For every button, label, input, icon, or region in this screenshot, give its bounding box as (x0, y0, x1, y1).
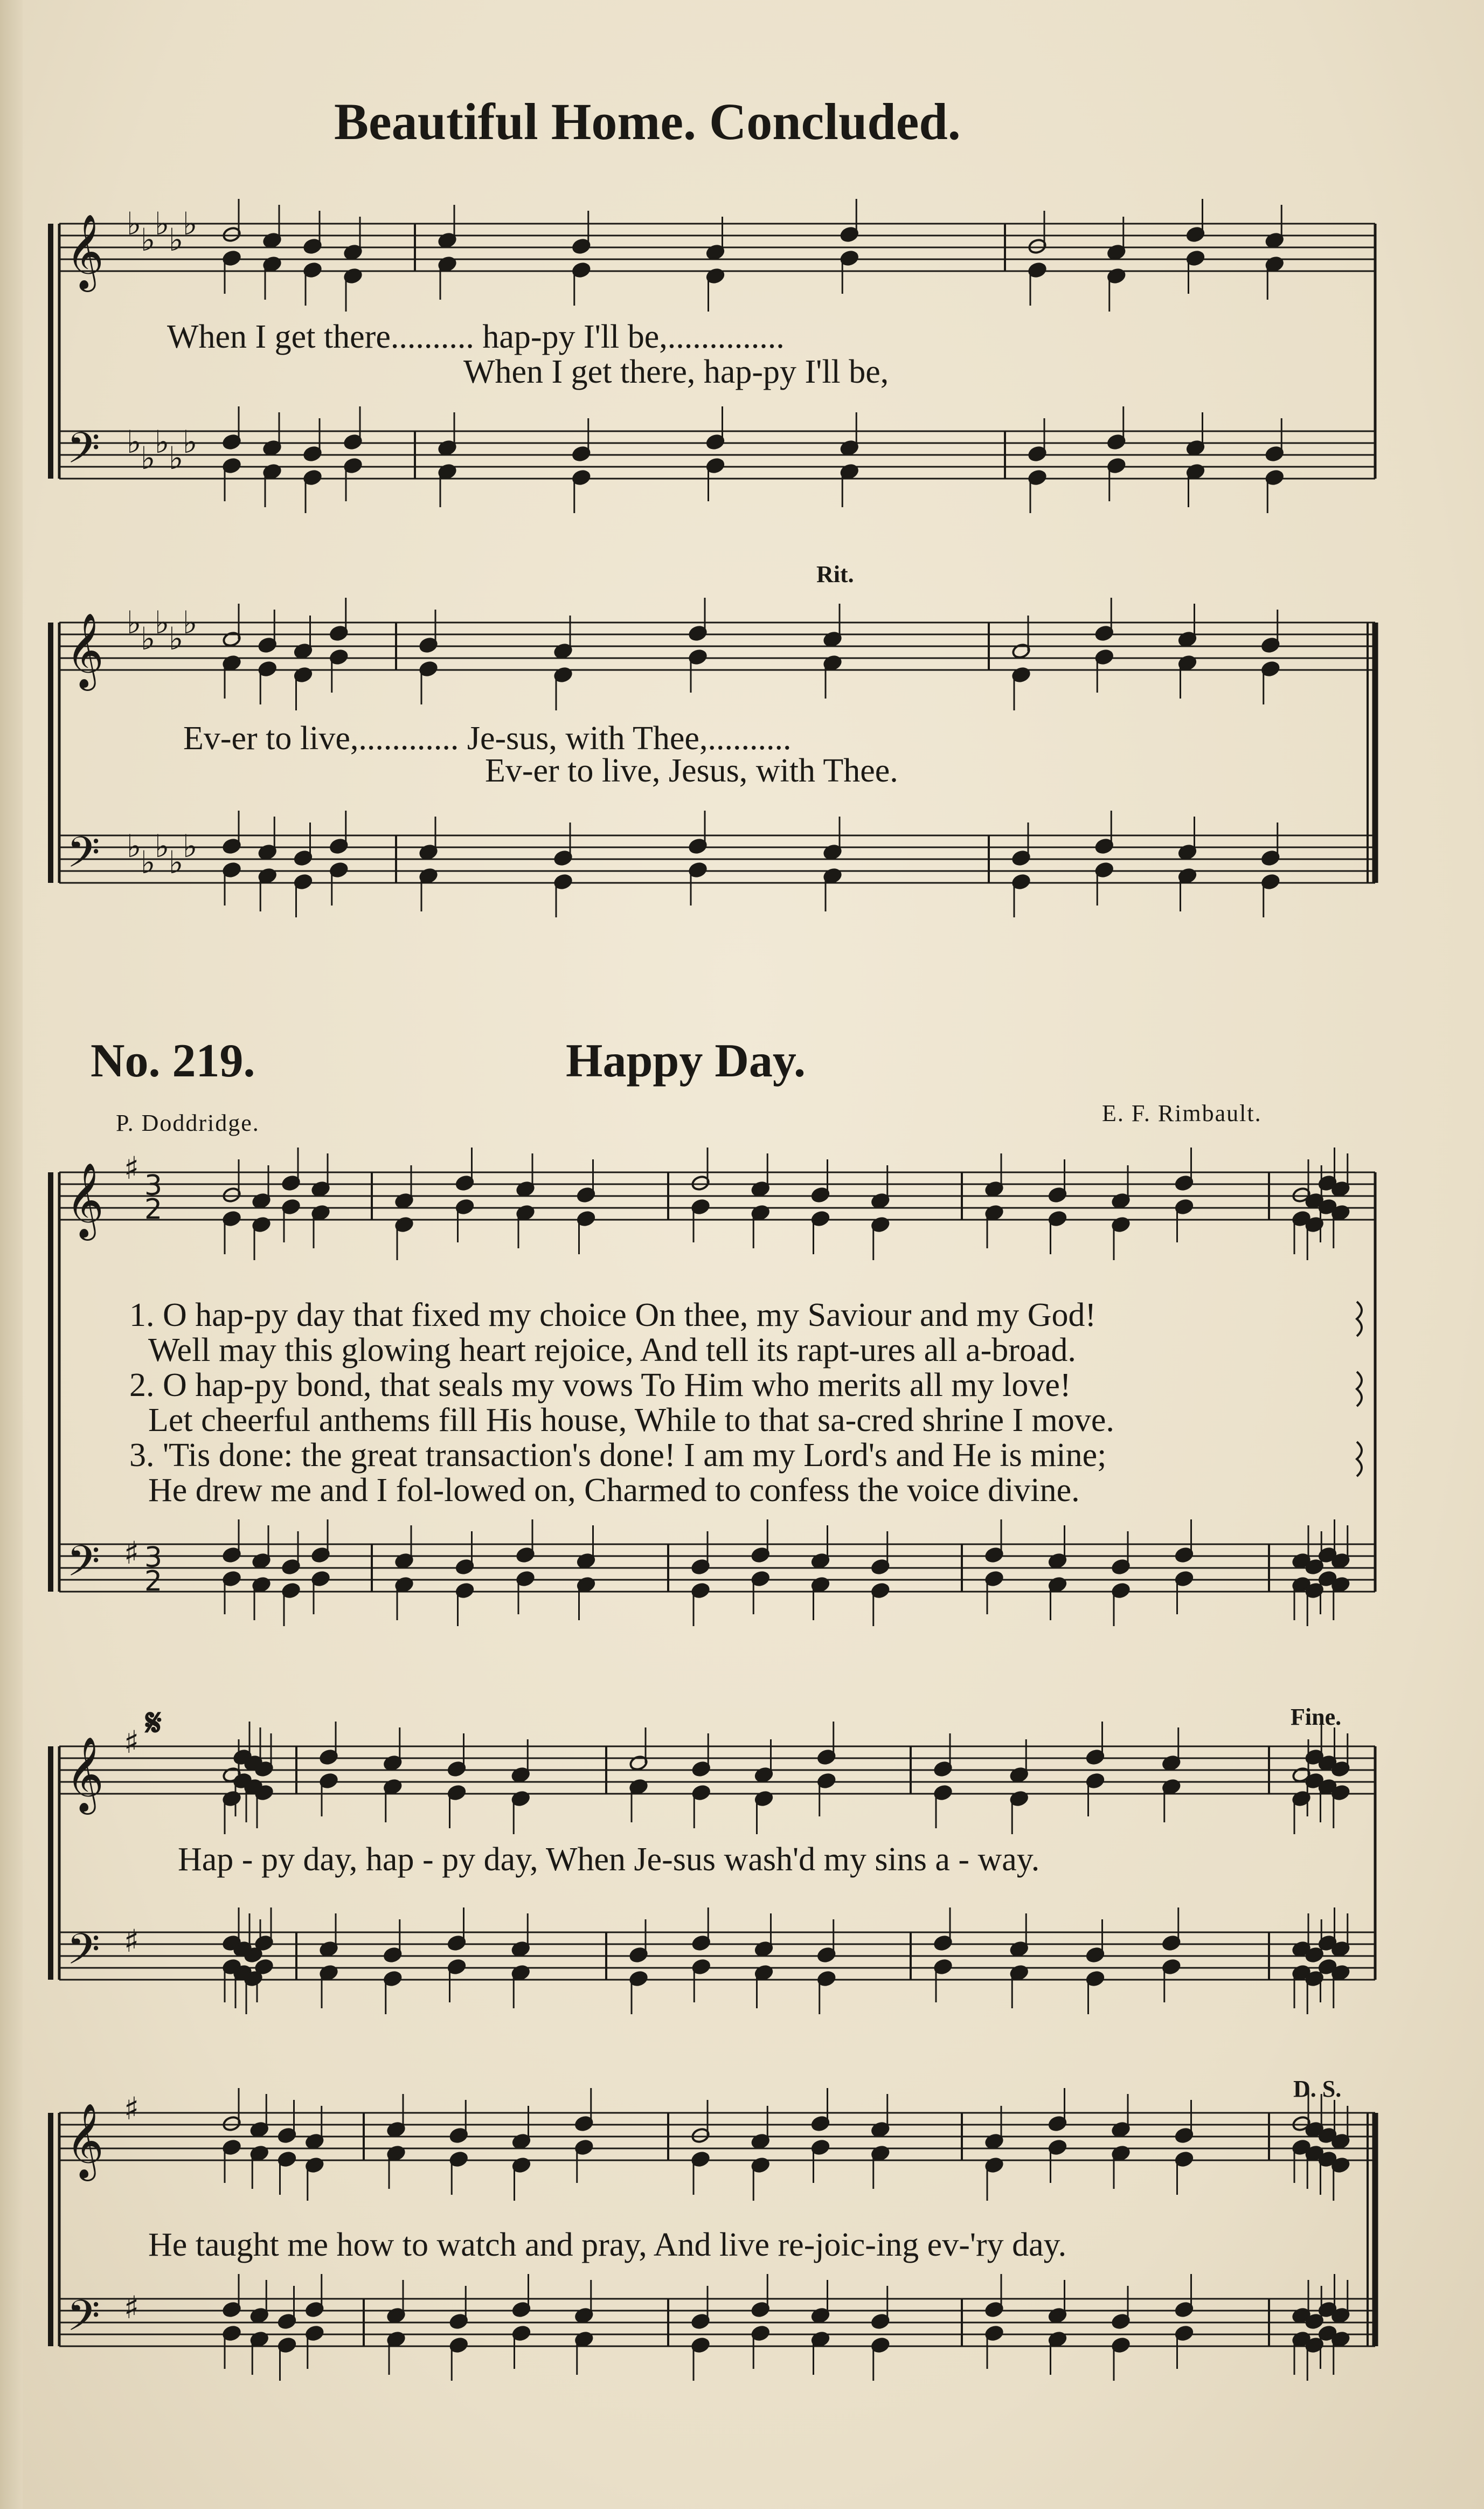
verse-3-line-a: 3. 'Tis done: the great transaction's done! I am my Lord's and He is mine; (129, 1437, 1107, 1474)
hymn-218-system-2-treble-clef: 𝄞 (66, 613, 104, 688)
music-by-credit: E. F. Rimbault. (1102, 1100, 1262, 1126)
hymn-219-system-1-treble-time-top: 3 (144, 1170, 163, 1202)
hymn-218-system-2-bass-key-accidental-4: ♭ (183, 828, 198, 865)
hymn-219-system-3-treble-clef: 𝄞 (66, 2103, 104, 2178)
hymn-218-system-2-bass-clef: 𝄢 (67, 827, 100, 888)
hymn-218-line2-echo-lyric: Ev-er to live, Jesus, with Thee. (485, 752, 898, 789)
hymn-218-system-1-treble-key-accidental-4: ♭ (183, 205, 198, 242)
hymn-218-line2-melody-lyric: Ev-er to live,............ Je-sus, with Thee,.......... (183, 720, 792, 757)
hymn-218-system-1-treble-key-accidental-2: ♭ (155, 205, 170, 242)
hymn-218-system-1-bass-clef: 𝄢 (67, 423, 100, 483)
hymn-219-system-1-bass-time-bottom: 2 (144, 1565, 163, 1598)
verse-brace-2 (1357, 1442, 1362, 1476)
hymn-218-system-1-treble-clef: 𝄞 (66, 214, 104, 289)
hymn-218-system-2-bass-key-accidental-3: ♭ (169, 844, 184, 881)
hymn-219-system-1-treble-key-accidental-0: ♯ (124, 1150, 140, 1186)
hymn-218-system-1-bass-key-accidental-3: ♭ (169, 440, 184, 476)
final-line-lyric: He taught me how to watch and pray, And live re-joic-ing ev-'ry day. (148, 2227, 1067, 2263)
hymn-218-system-2-treble-key-accidental-1: ♭ (141, 620, 156, 657)
verse-1-line-a: 1. O hap-py day that fixed my choice On thee, my Saviour and my God! (129, 1297, 1097, 1333)
verse-2-line-b: Let cheerful anthems fill His house, While to that sa-cred shrine I move. (148, 1402, 1114, 1439)
verse-1-line-b: Well may this glowing heart rejoice, And tell its rapt-ures all a-broad. (148, 1332, 1076, 1368)
hymn-219-system-1-treble-clef: 𝄞 (66, 1163, 104, 1238)
verse-brace-0 (1357, 1302, 1362, 1336)
verse-2-line-a: 2. O hap-py bond, that seals my vows To Him who merits all my love! (129, 1367, 1071, 1404)
words-by-credit: P. Doddridge. (116, 1110, 260, 1136)
hymn-218-system-2-bass-key-accidental-0: ♭ (127, 828, 142, 865)
fine-marking: Fine. (1291, 1704, 1342, 1730)
hymn-218-system-2-bass-key-accidental-2: ♭ (155, 828, 170, 865)
hymn-219-system-2-bass-clef: 𝄢 (67, 1924, 100, 1985)
hymn-218-system-1-treble-key-accidental-3: ♭ (169, 222, 184, 258)
hymn-219-title: Happy Day. (566, 1035, 806, 1087)
hymn-219-system-2-treble-clef: 𝄞 (66, 1737, 104, 1812)
hymn-219-system-2-treble-key-accidental-0: ♯ (124, 1724, 140, 1760)
rit-marking: Rit. (816, 561, 854, 587)
verse-3-line-b: He drew me and I fol-lowed on, Charmed to confess the voice divine. (148, 1472, 1080, 1509)
verse-brace-1 (1357, 1372, 1362, 1406)
hymn-219-system-1-bass-key-accidental-0: ♯ (124, 1535, 140, 1571)
hymn-219-system-3-bass-key-accidental-0: ♯ (124, 2289, 140, 2326)
hymn-219-system-1-treble-time-bottom: 2 (144, 1193, 163, 1226)
hymn-218-system-1-treble-key-accidental-0: ♭ (127, 205, 142, 242)
ds-marking: D. S. (1293, 2076, 1342, 2102)
hymn-218-system-1-bass-key-accidental-4: ♭ (183, 424, 198, 460)
hymn-219-system-3-bass-clef: 𝄢 (67, 2291, 100, 2351)
hymn-218-system-2-treble-key-accidental-0: ♭ (127, 604, 142, 641)
hymn-218-system-2-bass-key-accidental-1: ♭ (141, 844, 156, 881)
hymn-218-line1-echo-lyric: When I get there, hap-py I'll be, (463, 354, 889, 390)
segno-sign: 𝄋 (145, 1703, 162, 1744)
chorus-lyric: Hap - py day, hap - py day, When Je-sus wash'd my sins a - way. (178, 1841, 1040, 1878)
hymn-218-system-1-treble-key-accidental-1: ♭ (141, 222, 156, 258)
hymn-218-system-2-treble-key-accidental-3: ♭ (169, 620, 184, 657)
hymn-218-system-2-treble-key-accidental-2: ♭ (155, 604, 170, 641)
hymn-219-system-2-bass-key-accidental-0: ♯ (124, 1923, 140, 1959)
hymn-219-number: No. 219. (91, 1035, 255, 1087)
hymn-218-system-1-bass-key-accidental-0: ♭ (127, 424, 142, 460)
hymn-219-system-3-treble-key-accidental-0: ♯ (124, 2090, 140, 2127)
hymn-218-system-2-treble-key-accidental-4: ♭ (183, 604, 198, 641)
hymn-219-system-1-bass-clef: 𝄢 (67, 1536, 100, 1596)
hymn-218-system-1-bass-key-accidental-1: ♭ (141, 440, 156, 476)
hymn-218-system-1-bass-key-accidental-2: ♭ (155, 424, 170, 460)
hymn-219-system-1-bass-time-top: 3 (144, 1542, 163, 1574)
hymn-218-line1-melody-lyric: When I get there.......... hap-py I'll be,.............. (167, 319, 785, 355)
hymn-218-title: Beautiful Home. Concluded. (334, 93, 961, 150)
